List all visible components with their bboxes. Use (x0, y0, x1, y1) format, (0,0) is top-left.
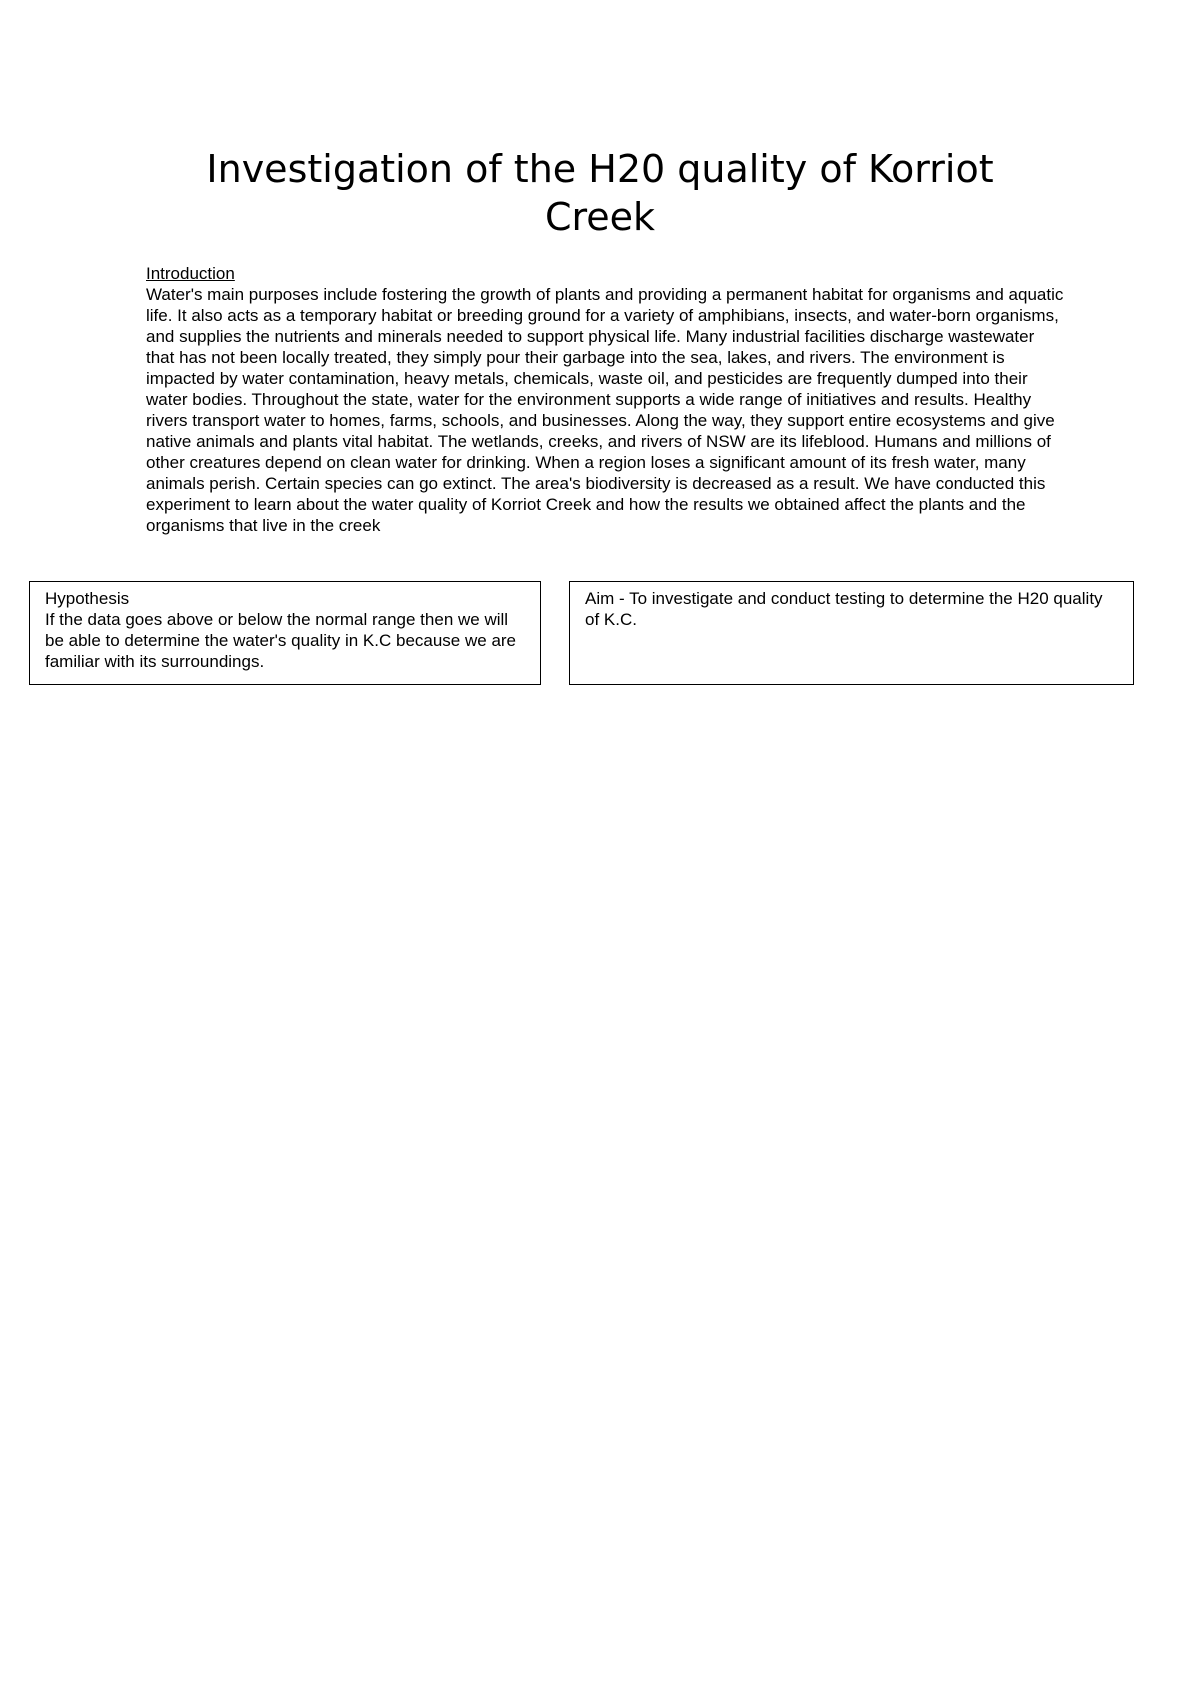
aim-box (569, 581, 1134, 685)
hypothesis-box (29, 581, 541, 685)
introduction-body: Water's main purposes include fostering the growth of plants and providing a permanent habitat for organisms and aquatic life. It also acts as a temporary habitat or breeding ground for a variety of amphibians, insects, and water-born organisms, and supplies the nutrients and minerals needed to support physical life. Many industrial facilities discharge wastewater that has not been locally treated, they simply pour their garbage into the sea, lakes, and rivers. The environment is impacted by water contamination, heavy metals, chemicals, waste oil, and pesticides are frequently dumped into their water bodies. Throughout the state, water for the environment supports a wide range of initiatives and results. Healthy rivers transport water to homes, farms, schools, and businesses. Along the way, they support entire ecosystems and give native animals and plants vital habitat. The wetlands, creeks, and rivers of NSW are its lifeblood. Humans and millions of other creatures depend on clean water for drinking. When a region loses a significant amount of its fresh water, many animals perish. Certain species can go extinct. The area's biodiversity is decreased as a result. We have conducted this experiment to learn about the water quality of Korriot Creek and how the results we obtained affect the plants and the organisms that live in the creek (146, 285, 1064, 535)
introduction-section (146, 263, 1066, 536)
hypothesis-heading: Hypothesis (45, 589, 130, 608)
introduction-heading: Introduction (146, 264, 235, 283)
page-title: Investigation of the H20 quality of Korriot Creek (206, 147, 994, 239)
aim-text: Aim - To investigate and conduct testing to determine the H20 quality of K.C. (585, 589, 1103, 629)
hypothesis-body: If the data goes above or below the normal range then we will be able to determine the water's quality in K.C because we are familiar with its surroundings. (45, 610, 517, 671)
